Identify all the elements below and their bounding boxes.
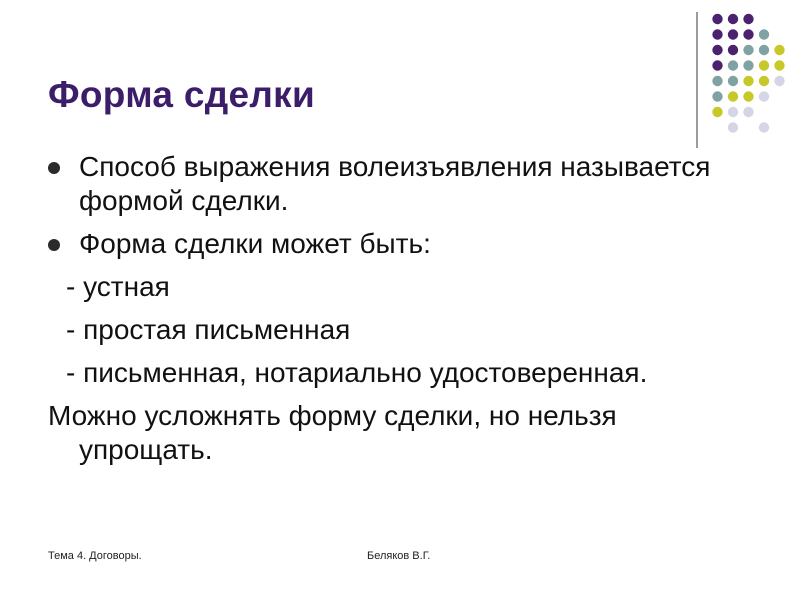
bullet-item [48, 150, 748, 218]
decorative-dot [712, 14, 722, 24]
decorative-dot [743, 29, 753, 39]
decorative-dot [728, 107, 738, 117]
dash-item: - простая письменная [66, 314, 351, 345]
decorative-dot [728, 91, 738, 101]
slide-body [48, 150, 748, 467]
decorative-dot [759, 91, 769, 101]
decorative-dot [759, 29, 769, 39]
decorative-dot [743, 76, 753, 86]
footer-topic: Тема 4. Договоры. [48, 550, 142, 562]
dash-item: - письменная, нотариально удостоверенная. [66, 357, 648, 388]
footer-author: Беляков В.Г. [367, 550, 431, 562]
decorative-dot [728, 14, 738, 24]
decorative-dot [728, 29, 738, 39]
bullet-dot-icon [48, 239, 60, 251]
bullet-dot-icon [48, 162, 60, 174]
decorative-dot [712, 107, 722, 117]
decorative-dot [728, 45, 738, 55]
bullet-text: Форма сделки может быть: [79, 228, 431, 259]
decorative-dot [774, 76, 784, 86]
decorative-dot [743, 60, 753, 70]
bullet-item [48, 227, 748, 261]
decorative-dot [774, 45, 784, 55]
decorative-dot [728, 76, 738, 86]
decorative-dot [743, 45, 753, 55]
decorative-dot [712, 91, 722, 101]
decorative-dot [759, 60, 769, 70]
closing-statement: Можно усложнять форму сделки, но нельзя упрощать. [48, 400, 617, 465]
decorative-dot [712, 76, 722, 86]
decorative-dot [712, 45, 722, 55]
decorative-dot [728, 60, 738, 70]
slide-title: Форма сделки [48, 74, 316, 115]
decorative-dot [759, 45, 769, 55]
decorative-dot [743, 107, 753, 117]
decorative-dot [712, 60, 722, 70]
decorative-dot [774, 60, 784, 70]
decorative-dot [728, 122, 738, 132]
decorative-dot [712, 29, 722, 39]
bullet-text: Способ выражения волеизъявления называется формой сделки. [79, 151, 711, 216]
decorative-dot [759, 122, 769, 132]
decorative-dot [759, 76, 769, 86]
dash-item: - устная [66, 271, 170, 302]
decorative-dot [743, 91, 753, 101]
decorative-dot [743, 14, 753, 24]
